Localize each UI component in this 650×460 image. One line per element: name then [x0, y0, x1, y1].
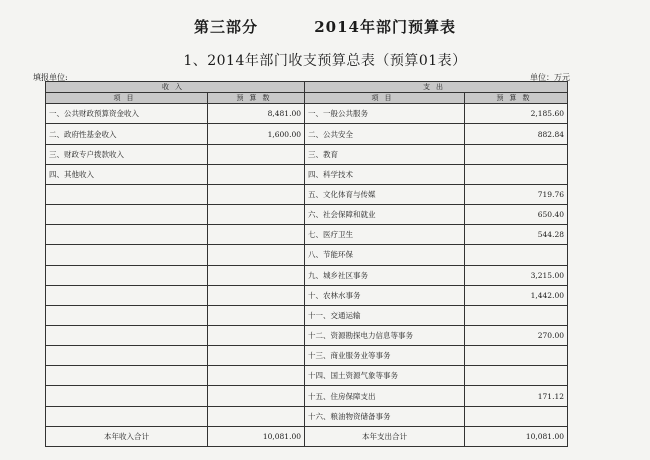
income-item-cell — [46, 245, 208, 265]
income-amount-cell — [208, 305, 305, 325]
expense-item-cell: 三、教育 — [305, 144, 465, 164]
expense-amount-cell: 270.00 — [465, 326, 568, 346]
expense-item-cell: 一、一般公共服务 — [305, 104, 465, 124]
expense-amount-cell — [465, 245, 568, 265]
section-header-row — [46, 82, 568, 93]
expense-amount-cell — [465, 164, 568, 184]
document-title: 2014年部门预算表 — [314, 18, 456, 36]
income-item-cell — [46, 366, 208, 386]
expense-amount-cell — [465, 305, 568, 325]
income-section-header: 收入 — [46, 82, 305, 93]
expense-item-cell: 八、节能环保 — [305, 245, 465, 265]
income-amount-cell — [208, 205, 305, 225]
expense-amount-cell: 171.12 — [465, 386, 568, 406]
expense-amount-cell: 882.84 — [465, 124, 568, 144]
expense-item-cell: 十三、商业服务业等事务 — [305, 346, 465, 366]
expense-item-cell: 十二、资源勘探电力信息等事务 — [305, 326, 465, 346]
income-amount-cell — [208, 164, 305, 184]
income-item-cell — [46, 346, 208, 366]
table-row — [46, 285, 568, 305]
expense-section-header: 支出 — [305, 82, 568, 93]
expense-item-cell: 七、医疗卫生 — [305, 225, 465, 245]
part-label: 第三部分 — [194, 18, 259, 36]
table-row — [46, 205, 568, 225]
expense-amount-cell: 650.40 — [465, 205, 568, 225]
income-item-cell — [46, 265, 208, 285]
expense-amount-cell — [465, 366, 568, 386]
income-item-cell — [46, 184, 208, 204]
table-row — [46, 144, 568, 164]
table-row — [46, 104, 568, 124]
expense-item-cell: 十、农林水事务 — [305, 285, 465, 305]
reporting-unit-label: 填报单位: — [33, 73, 68, 82]
table-row — [46, 265, 568, 285]
income-amount-cell — [208, 366, 305, 386]
expense-budget-header: 预算数 — [465, 93, 568, 104]
income-item-cell — [46, 386, 208, 406]
expense-item-header: 项目 — [305, 93, 465, 104]
expense-total-label: 本年支出合计 — [305, 426, 465, 446]
expense-item-cell: 四、科学技术 — [305, 164, 465, 184]
table-row — [46, 366, 568, 386]
income-amount-cell — [208, 285, 305, 305]
expense-item-cell: 五、文化体育与传媒 — [305, 184, 465, 204]
unit-label: 单位：万元 — [530, 73, 570, 82]
table-row — [46, 326, 568, 346]
expense-amount-cell — [465, 406, 568, 426]
income-item-cell: 二、政府性基金收入 — [46, 124, 208, 144]
table-row — [46, 386, 568, 406]
expense-item-cell: 十五、住房保障支出 — [305, 386, 465, 406]
table-row — [46, 164, 568, 184]
income-amount-cell — [208, 265, 305, 285]
table-row — [46, 124, 568, 144]
income-budget-header: 预算数 — [208, 93, 305, 104]
income-item-cell — [46, 406, 208, 426]
income-item-cell: 四、其他收入 — [46, 164, 208, 184]
column-header-row — [46, 93, 568, 104]
income-total-amount: 10,081.00 — [208, 426, 305, 446]
table-row — [46, 305, 568, 325]
income-item-cell — [46, 326, 208, 346]
income-amount-cell — [208, 184, 305, 204]
expense-item-cell: 十四、国土资源气象等事务 — [305, 366, 465, 386]
income-item-cell — [46, 205, 208, 225]
expense-item-cell: 十六、粮油物资储备事务 — [305, 406, 465, 426]
page-title — [0, 16, 650, 37]
expense-amount-cell — [465, 346, 568, 366]
income-amount-cell — [208, 326, 305, 346]
table-row — [46, 406, 568, 426]
income-amount-cell — [208, 225, 305, 245]
expense-amount-cell: 1,442.00 — [465, 285, 568, 305]
expense-item-cell: 九、城乡社区事务 — [305, 265, 465, 285]
income-amount-cell: 1,600.00 — [208, 124, 305, 144]
income-amount-cell — [208, 144, 305, 164]
table-row — [46, 245, 568, 265]
expense-item-cell: 二、公共安全 — [305, 124, 465, 144]
income-amount-cell: 8,481.00 — [208, 104, 305, 124]
income-item-cell — [46, 285, 208, 305]
income-amount-cell — [208, 386, 305, 406]
income-amount-cell — [208, 406, 305, 426]
income-amount-cell — [208, 245, 305, 265]
expense-amount-cell: 2,185.60 — [465, 104, 568, 124]
expense-amount-cell: 3,215.00 — [465, 265, 568, 285]
income-item-header: 项目 — [46, 93, 208, 104]
budget-summary-table — [45, 81, 568, 447]
table-row — [46, 225, 568, 245]
table-row — [46, 184, 568, 204]
income-item-cell — [46, 305, 208, 325]
income-item-cell: 一、公共财政预算资金收入 — [46, 104, 208, 124]
income-total-label: 本年收入合计 — [46, 426, 208, 446]
income-amount-cell — [208, 346, 305, 366]
expense-item-cell: 十一、交通运输 — [305, 305, 465, 325]
income-item-cell — [46, 225, 208, 245]
income-item-cell: 三、财政专户拨款收入 — [46, 144, 208, 164]
expense-amount-cell — [465, 144, 568, 164]
table-row — [46, 346, 568, 366]
expense-amount-cell: 544.28 — [465, 225, 568, 245]
totals-row — [46, 426, 568, 446]
expense-item-cell: 六、社会保障和就业 — [305, 205, 465, 225]
table-body — [46, 104, 568, 427]
table-title: 1、2014年部门收支预算总表（预算01表） — [183, 53, 467, 69]
expense-total-amount: 10,081.00 — [465, 426, 568, 446]
expense-amount-cell: 719.76 — [465, 184, 568, 204]
